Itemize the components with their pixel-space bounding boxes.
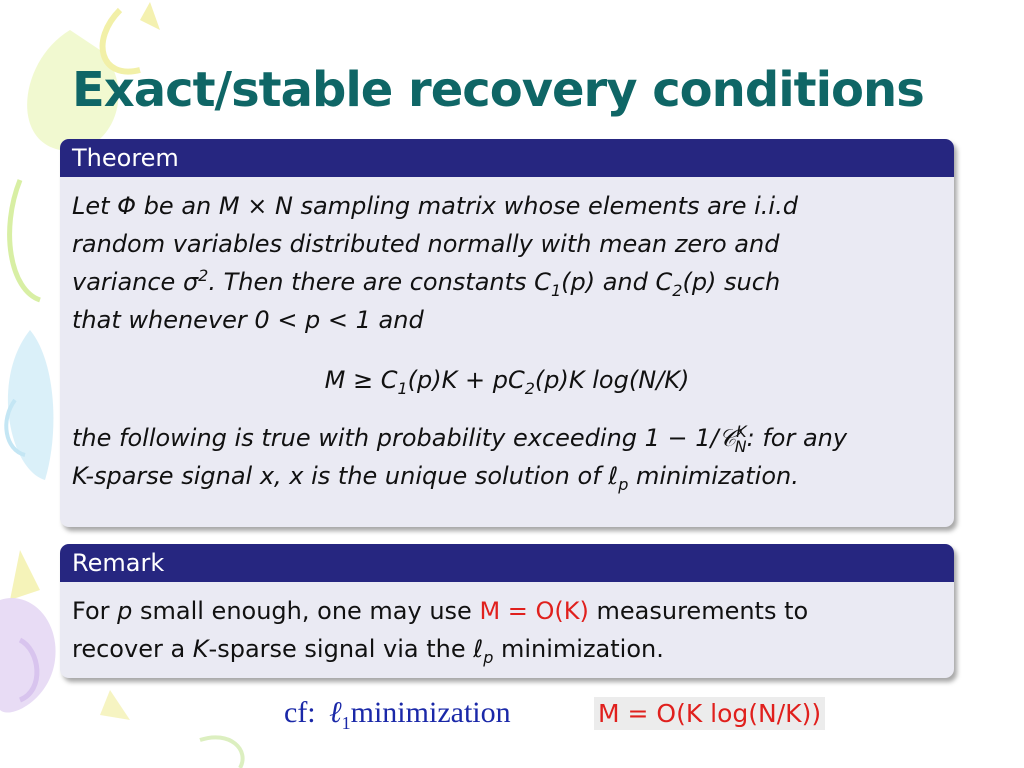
remark-header: Remark [60, 544, 954, 582]
theorem-line-6: K-sparse signal x, x is the unique solution of ℓ$_p$ minimization. [72, 462, 799, 494]
theorem-line-4: that whenever 0 < p < 1 and [72, 306, 424, 334]
theorem-line-2: random variables distributed normally with mean zero and [72, 230, 780, 258]
theorem-line-1: Let Φ be an M × N sampling matrix whose elements are i.i.d [72, 192, 798, 220]
theorem-header: Theorem [60, 139, 954, 177]
theorem-body [60, 177, 954, 507]
theorem-equation: $M \ge C_1(p)K + pC_2(p)K$ log(N/K) [324, 366, 690, 398]
theorem-line-5: the following is true with probability exceeding 1 − 1/𝒞$^K_N$: for any [72, 422, 848, 456]
remark-body [60, 582, 954, 678]
remark-block [60, 544, 954, 678]
cf-bound-box: M = O(K log(N/K)) [594, 697, 825, 730]
cf-note [284, 696, 511, 733]
ell-one-symbol: ℓ$_1$ [329, 696, 351, 733]
theorem-line-3: variance $\sigma^2$. Then there are constants $C_1(p)$ and $C_2(p)$ such [72, 266, 781, 300]
remark-line-2: recover a K-sparse signal via the ℓ$_p$ minimization. [72, 635, 664, 667]
cf-minimization: minimization [350, 696, 511, 729]
slide-title: Exact/stable recovery conditions [72, 62, 924, 118]
remark-line-1: For p small enough, one may use M = O(K) measurements to [72, 597, 809, 625]
theorem-block [60, 139, 954, 527]
cf-label: cf: [284, 696, 316, 729]
remark-highlight: M = O(K) [479, 597, 589, 625]
